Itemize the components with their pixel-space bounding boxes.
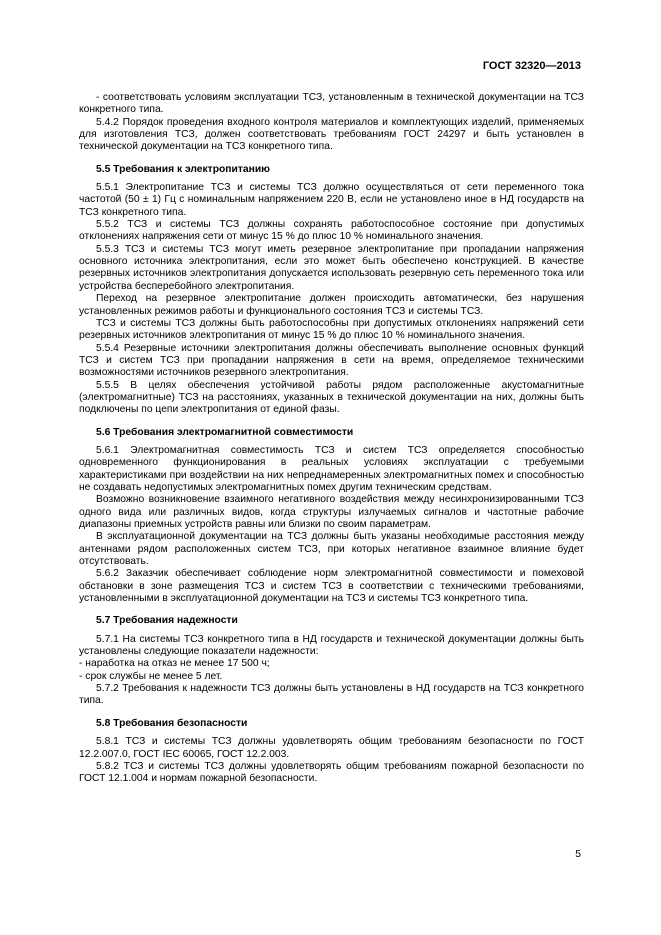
section-heading: 5.5 Требования к электропитанию — [96, 163, 270, 175]
list-item: - срок службы не менее 5 лет. — [79, 670, 223, 682]
section-heading: 5.7 Требования надежности — [96, 615, 238, 627]
paragraph: Переход на резервное электропитание должен происходить автоматически, без нарушения установленных режимов работы и функционального состояния ТСЗ и системы ТСЗ. — [79, 293, 584, 317]
page-number: 5 — [575, 849, 581, 860]
paragraph: 5.8.1 ТСЗ и системы ТСЗ должны удовлетворять общим требованиям безопасности по ГОСТ 12.2.007.0, ГОСТ IEC 60065, ГОСТ 12.2.003. — [79, 736, 584, 760]
paragraph: 5.8.2 ТСЗ и системы ТСЗ должны удовлетворять общим требованиям пожарной безопасности по ГОСТ 12.1.004 и нормам пожарной безопасности. — [79, 760, 584, 785]
paragraph: 5.7.2 Требования к надежности ТСЗ должны быть установлены в НД государств на ТСЗ конкретного типа. — [79, 683, 584, 707]
paragraph: 5.5.1 Электропитание ТСЗ и системы ТСЗ должно осуществляться от сети переменного тока частотой (50 ± 1) Гц с номинальным напряжением 220 В, если не установлено иное в НД государств на ТСЗ конкретного типа. — [79, 182, 584, 218]
list-item: - наработка на отказ не менее 17 500 ч; — [79, 658, 270, 670]
paragraph: 5.5.2 ТСЗ и системы ТСЗ должны сохранять работоспособное состояние при допустимых отклонениях напряжения сети от минус 15 % до плюс 10 % номинального значения. — [79, 219, 584, 243]
paragraph: В эксплуатационной документации на ТСЗ должны быть указаны необходимые расстояния между антеннами рядом расположенных систем ТСЗ, при которых негативное взаимное влияние будет отсутствовать. — [79, 531, 584, 568]
section-heading: 5.6 Требования электромагнитной совместимости — [96, 426, 354, 438]
paragraph: - соответствовать условиям эксплуатации ТСЗ, установленным в технической документации на ТСЗ конкретного типа. — [79, 92, 584, 116]
section-heading: 5.8 Требования безопасности — [96, 717, 248, 729]
paragraph: 5.5.4 Резервные источники электропитания должны обеспечивать выполнение основных функций ТСЗ и систем ТСЗ при пропадании напряжения в сети на время, определяемое техническими возможностями источников резервного электропитания. — [79, 342, 584, 379]
paragraph: 5.6.1 Электромагнитная совместимость ТСЗ и систем ТСЗ определяется способностью одновременного функционирования в реальных условиях эксплуатации с требуемыми характеристиками при воздействии на них непреднамеренных электромагнитных помех и способностью не создавать недопустимых электромагнитных помех другим техническим средствам. — [79, 444, 584, 493]
document-code-header: ГОСТ 32320—2013 — [482, 60, 581, 72]
paragraph: Возможно возникновение взаимного негативного воздействия между несинхронизированными ТСЗ одного вида или различных видов, когда структуры излучаемых сигналов и частотные рабочие диапазоны приемных устройств равны или близки по своим параметрам. — [79, 494, 584, 530]
paragraph: ТСЗ и системы ТСЗ должны быть работоспособны при допустимых отклонениях напряжений сети резервных источников электропитания от минус 15 % до плюс 10 % номинального значения. — [79, 317, 584, 342]
paragraph: 5.7.1 На системы ТСЗ конкретного типа в НД государств и технической документации должны быть установлены следующие показатели надежности: — [79, 633, 584, 658]
paragraph: 5.5.3 ТСЗ и системы ТСЗ могут иметь резервное электропитание при пропадании напряжения основного источника электропитания, если это может быть обеспечено конструкцией. В качестве резервных источников электропитания допускается использовать резервную сеть переменного тока или устройства бесперебойного электропитания. — [79, 243, 584, 292]
paragraph: 5.6.2 Заказчик обеспечивает соблюдение норм электромагнитной совместимости и помеховой обстановки в зоне размещения ТСЗ и систем ТСЗ в соответствии с техническими требованиями, установленными в эксплуатационной документации на ТСЗ и системы ТСЗ конкретного типа. — [79, 568, 584, 605]
paragraph: 5.5.5 В целях обеспечения устойчивой работы рядом расположенные акустомагнитные (электромагнитные) ТСЗ на расстояниях, указанных в технической документации на них, должны быть подключены по цепи электропитания от единой фазы. — [79, 379, 584, 416]
document-body — [79, 92, 584, 786]
paragraph: 5.4.2 Порядок проведения входного контроля материалов и комплектующих изделий, применяемых для изготовления ТСЗ, должен соответствовать требованиям ГОСТ 24297 и быть установлен в технической документации на ТСЗ конкретного типа. — [79, 116, 584, 153]
